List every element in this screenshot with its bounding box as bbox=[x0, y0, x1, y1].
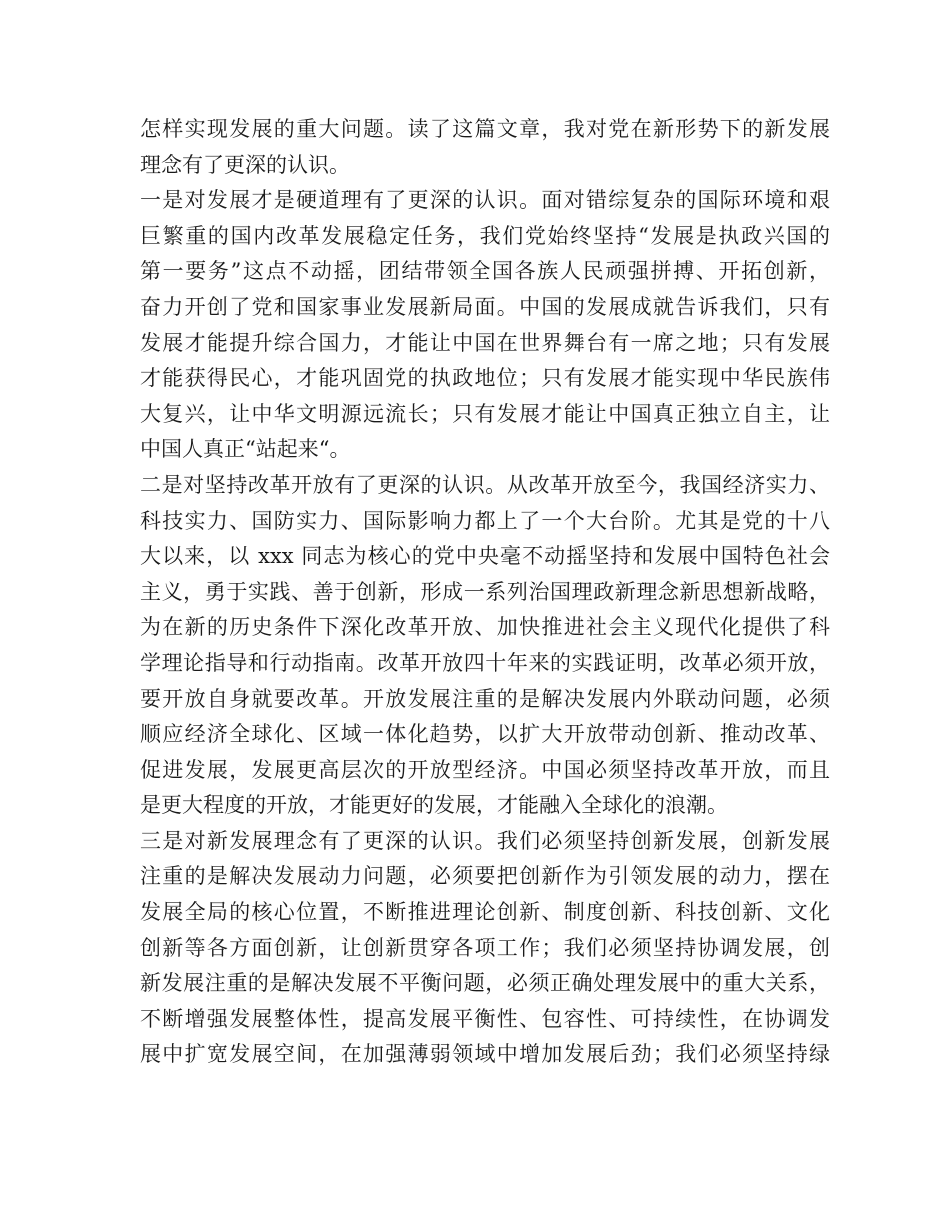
text-line: 才能获得民心，才能巩固党的执政地位；只有发展才能实现中华民族伟 bbox=[140, 366, 830, 391]
text-line: 为在新的历史条件下深化改革开放、加快推进社会主义现代化提供了科 bbox=[140, 615, 830, 640]
text-line: 发展才能提升综合国力，才能让中国在世界舞台有一席之地；只有发展 bbox=[140, 330, 830, 355]
paragraph-point-one bbox=[140, 183, 830, 468]
text-line: 顺应经济全球化、区域一体化趋势，以扩大开放带动创新、推动改革、 bbox=[140, 722, 830, 747]
text-line: 要开放自身就要改革。开放发展注重的是解决发展内外联动问题，必须 bbox=[140, 686, 830, 711]
paragraph-point-two bbox=[140, 468, 830, 824]
text-line: 二是对坚持改革开放有了更深的认识。从改革开放至今，我国经济实力、 bbox=[140, 472, 830, 497]
text-line: 科技实力、国防实力、国际影响力都上了一个大台阶。尤其是党的十八 bbox=[140, 508, 830, 533]
text-line: 理念有了更深的认识。 bbox=[140, 152, 350, 177]
text-line: 中国人真正“站起来“。 bbox=[140, 437, 351, 462]
document-body bbox=[140, 112, 830, 1073]
text-line: 三是对新发展理念有了更深的认识。我们必须坚持创新发展，创新发展 bbox=[140, 828, 830, 853]
text-line: 不断增强发展整体性，提高发展平衡性、包容性、可持续性，在协调发 bbox=[140, 1006, 830, 1031]
text-line: 一是对发展才是硬道理有了更深的认识。面对错综复杂的国际环境和艰 bbox=[140, 188, 830, 213]
paragraph-intro-continuation bbox=[140, 112, 830, 183]
text-line: 大复兴，让中华文明源远流长；只有发展才能让中国真正独立自主，让 bbox=[140, 401, 830, 426]
text-line: 展中扩宽发展空间，在加强薄弱领域中增加发展后劲；我们必须坚持绿 bbox=[140, 1042, 830, 1067]
text-line: 巨繁重的国内改革发展稳定任务，我们党始终坚持“发展是执政兴国的 bbox=[140, 223, 830, 248]
text-line: 创新等各方面创新，让创新贯穿各项工作；我们必须坚持协调发展，创 bbox=[140, 935, 830, 960]
text-line: 第一要务”这点不动摇，团结带领全国各族人民顽强拼搏、开拓创新， bbox=[140, 259, 830, 284]
text-line: 怎样实现发展的重大问题。读了这篇文章，我对党在新形势下的新发展 bbox=[140, 117, 830, 141]
text-line: 大以来，以 xxx 同志为核心的党中央毫不动摇坚持和发展中国特色社会 bbox=[140, 544, 830, 569]
text-line: 促进发展，发展更高层次的开放型经济。中国必须坚持改革开放，而且 bbox=[140, 757, 830, 782]
text-line: 是更大程度的开放，才能更好的发展，才能融入全球化的浪潮。 bbox=[140, 793, 728, 818]
text-line: 发展全局的核心位置，不断推进理论创新、制度创新、科技创新、文化 bbox=[140, 900, 830, 925]
text-line: 注重的是解决发展动力问题，必须要把创新作为引领发展的动力，摆在 bbox=[140, 864, 830, 889]
text-line: 学理论指导和行动指南。改革开放四十年来的实践证明，改革必须开放， bbox=[140, 650, 830, 675]
text-line: 主义，勇于实践、善于创新，形成一系列治国理政新理念新思想新战略， bbox=[140, 579, 830, 604]
text-line: 奋力开创了党和国家事业发展新局面。中国的发展成就告诉我们，只有 bbox=[140, 294, 830, 319]
paragraph-point-three bbox=[140, 824, 830, 1073]
text-line: 新发展注重的是解决发展不平衡问题，必须正确处理发展中的重大关系， bbox=[140, 971, 830, 996]
